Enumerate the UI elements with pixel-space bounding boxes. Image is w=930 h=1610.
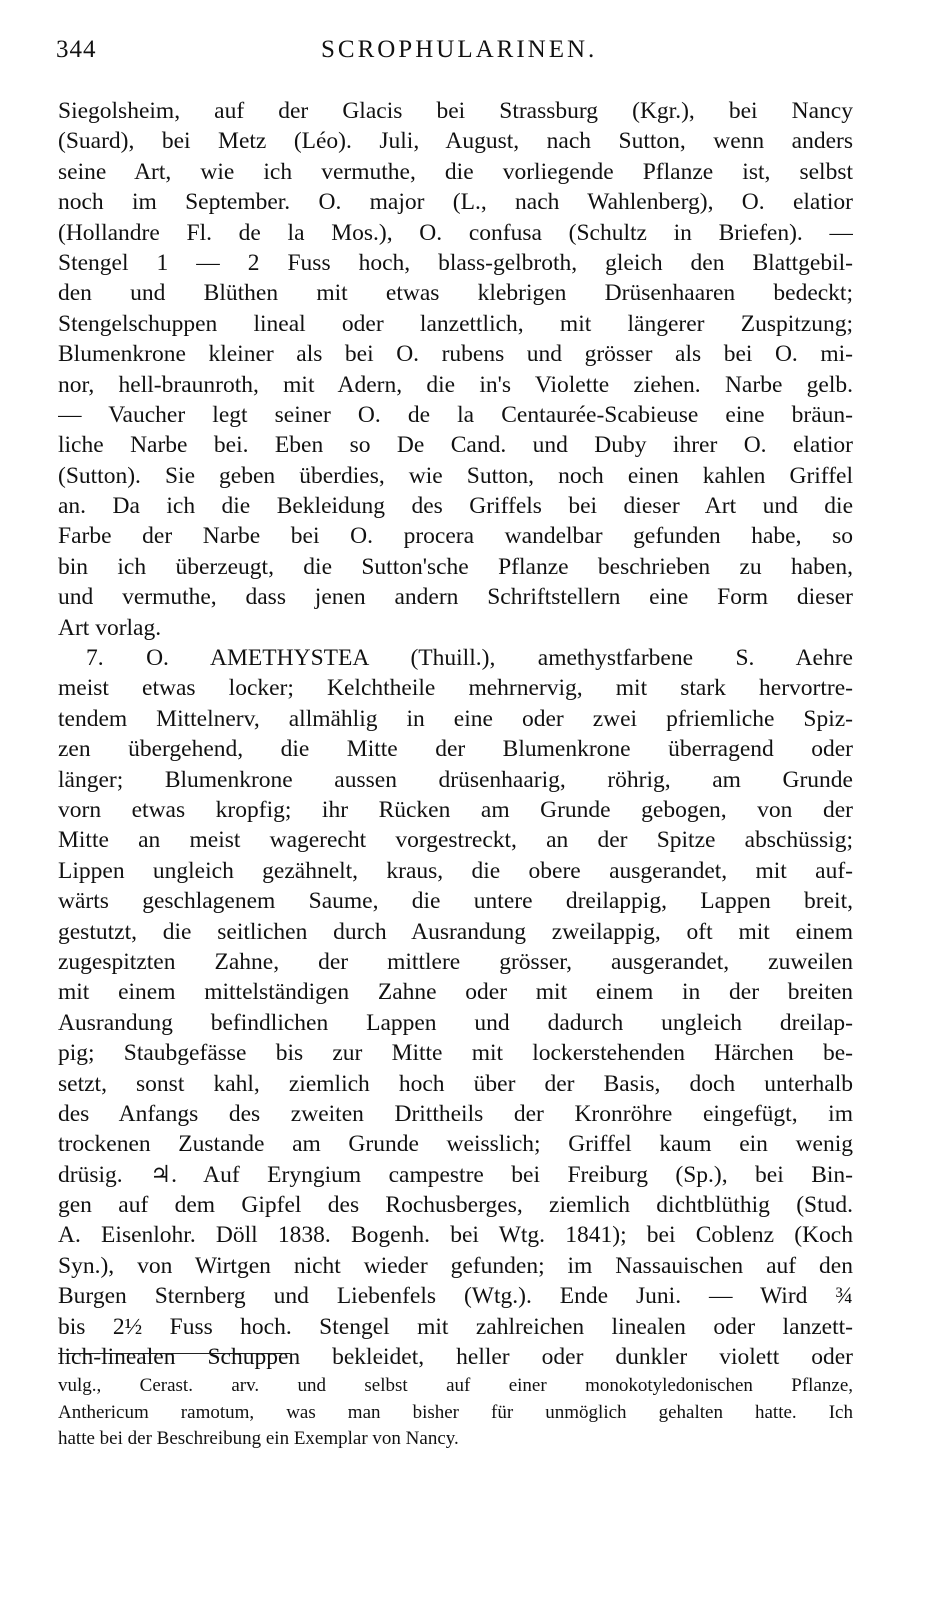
footnote-line: hatte bei der Beschreibung ein Exemplar von Nancy. bbox=[58, 1428, 459, 1449]
footnote-line: Anthericum ramotum, was man bisher für unmöglich gehalten hatte. Ich bbox=[58, 1401, 853, 1423]
main-text-column bbox=[58, 96, 853, 1372]
text-line: gestutzt, die seitlichen durch Ausrandung zweilappig, oft mit einem bbox=[58, 918, 853, 945]
text-line: länger; Blumenkrone aussen drüsenhaarig, röhrig, am Grunde bbox=[58, 766, 853, 793]
text-line: drüsig. ♃. Auf Eryngium campestre bei Freiburg (Sp.), bei Bin- bbox=[58, 1161, 853, 1188]
text-line: Syn.), von Wirtgen nicht wieder gefunden; im Nassauischen auf den bbox=[58, 1252, 853, 1279]
text-line: Stengel 1 — 2 Fuss hoch, blass-gelbroth, gleich den Blattgebil- bbox=[58, 249, 853, 276]
text-line: Mitte an meist wagerecht vorgestreckt, an der Spitze abschüssig; bbox=[58, 827, 853, 854]
text-line: A. Eisenlohr. Döll 1838. Bogenh. bei Wtg. 1841); bei Coblenz (Koch bbox=[58, 1222, 853, 1249]
footnote-block bbox=[58, 1373, 853, 1453]
text-line: tendem Mittelnerv, allmählig in eine oder zwei pfriemliche Spiz- bbox=[58, 705, 853, 732]
species-heading-line: 7. O. AMETHYSTEA (Thuill.), amethystfarbene S. Aehre bbox=[86, 645, 853, 672]
text-line: pig; Staubgefässe bis zur Mitte mit lockerstehenden Härchen be- bbox=[58, 1040, 853, 1067]
footnote-line: vulg., Cerast. arv. und selbst auf einer monokotyledonischen Pflanze, bbox=[58, 1375, 853, 1396]
text-line: setzt, sonst kahl, ziemlich hoch über der Basis, doch unterhalb bbox=[58, 1070, 853, 1097]
text-line: noch im September. O. major (L., nach Wahlenberg), O. elatior bbox=[58, 189, 853, 216]
text-line: Burgen Sternberg und Liebenfels (Wtg.). Ende Juni. — Wird ¾ bbox=[58, 1283, 853, 1310]
text-line: Stengelschuppen lineal oder lanzettlich, mit längerer Zuspitzung; bbox=[58, 310, 853, 337]
text-line: liche Narbe bei. Eben so De Cand. und Duby ihrer O. elatior bbox=[58, 432, 853, 459]
text-line: Blumenkrone kleiner als bei O. rubens und grösser als bei O. mi- bbox=[58, 341, 853, 368]
text-line: (Hollandre Fl. de la Mos.), O. confusa (Schultz in Briefen). — bbox=[58, 219, 853, 246]
text-line: wärts geschlagenem Saume, die untere dreilappig, Lappen breit, bbox=[58, 888, 853, 915]
text-line: mit einem mittelständigen Zahne oder mit einem in der breiten bbox=[58, 979, 853, 1006]
page-number: 344 bbox=[56, 36, 97, 63]
text-line: (Sutton). Sie geben überdies, wie Sutton, noch einen kahlen Griffel bbox=[58, 462, 853, 489]
text-line: trockenen Zustande am Grunde weisslich; Griffel kaum ein wenig bbox=[58, 1131, 853, 1158]
text-line: lich-linealen Schuppen bekleidet, heller oder dunkler violett oder bbox=[58, 1344, 853, 1371]
footnote-divider bbox=[58, 1353, 290, 1354]
text-line: Lippen ungleich gezähnelt, kraus, die obere ausgerandet, mit auf- bbox=[58, 857, 853, 884]
text-line: (Suard), bei Metz (Léo). Juli, August, nach Sutton, wenn anders bbox=[58, 128, 853, 155]
text-line: nor, hell-braunroth, mit Adern, die in's Violette ziehen. Narbe gelb. bbox=[58, 371, 853, 398]
text-line: bis 2½ Fuss hoch. Stengel mit zahlreichen linealen oder lanzett- bbox=[58, 1313, 853, 1340]
text-line: an. Da ich die Bekleidung des Griffels bei dieser Art und die bbox=[58, 493, 853, 520]
text-line: Farbe der Narbe bei O. procera wandelbar gefunden habe, so bbox=[58, 523, 853, 550]
text-line: des Anfangs des zweiten Drittheils der Kronröhre eingefügt, im bbox=[58, 1100, 853, 1127]
text-line: bin ich überzeugt, die Sutton'sche Pflanze beschrieben zu haben, bbox=[58, 553, 853, 580]
text-line: gen auf dem Gipfel des Rochusberges, ziemlich dichtblüthig (Stud. bbox=[58, 1192, 853, 1219]
text-line: vorn etwas kropfig; ihr Rücken am Grunde gebogen, von der bbox=[58, 796, 853, 823]
text-line: Art vorlag. bbox=[58, 614, 162, 641]
text-line: seine Art, wie ich vermuthe, die vorliegende Pflanze ist, selbst bbox=[58, 158, 853, 185]
text-line: zen übergehend, die Mitte der Blumenkrone überragend oder bbox=[58, 736, 853, 763]
page-header bbox=[56, 36, 856, 76]
text-line: Ausrandung befindlichen Lappen und dadurch ungleich dreilap- bbox=[58, 1009, 853, 1036]
text-line: — Vaucher legt seiner O. de la Centaurée-Scabieuse eine bräun- bbox=[58, 401, 853, 428]
running-head: SCROPHULARINEN. bbox=[321, 36, 598, 63]
text-line: und vermuthe, dass jenen andern Schriftstellern eine Form dieser bbox=[58, 584, 853, 611]
text-line: Siegolsheim, auf der Glacis bei Strassburg (Kgr.), bei Nancy bbox=[58, 98, 853, 124]
text-line: zugespitzten Zahne, der mittlere grösser, ausgerandet, zuweilen bbox=[58, 948, 853, 975]
text-line: den und Blüthen mit etwas klebrigen Drüsenhaaren bedeckt; bbox=[58, 280, 853, 307]
text-line: meist etwas locker; Kelchtheile mehrnervig, mit stark hervortre- bbox=[58, 675, 853, 702]
